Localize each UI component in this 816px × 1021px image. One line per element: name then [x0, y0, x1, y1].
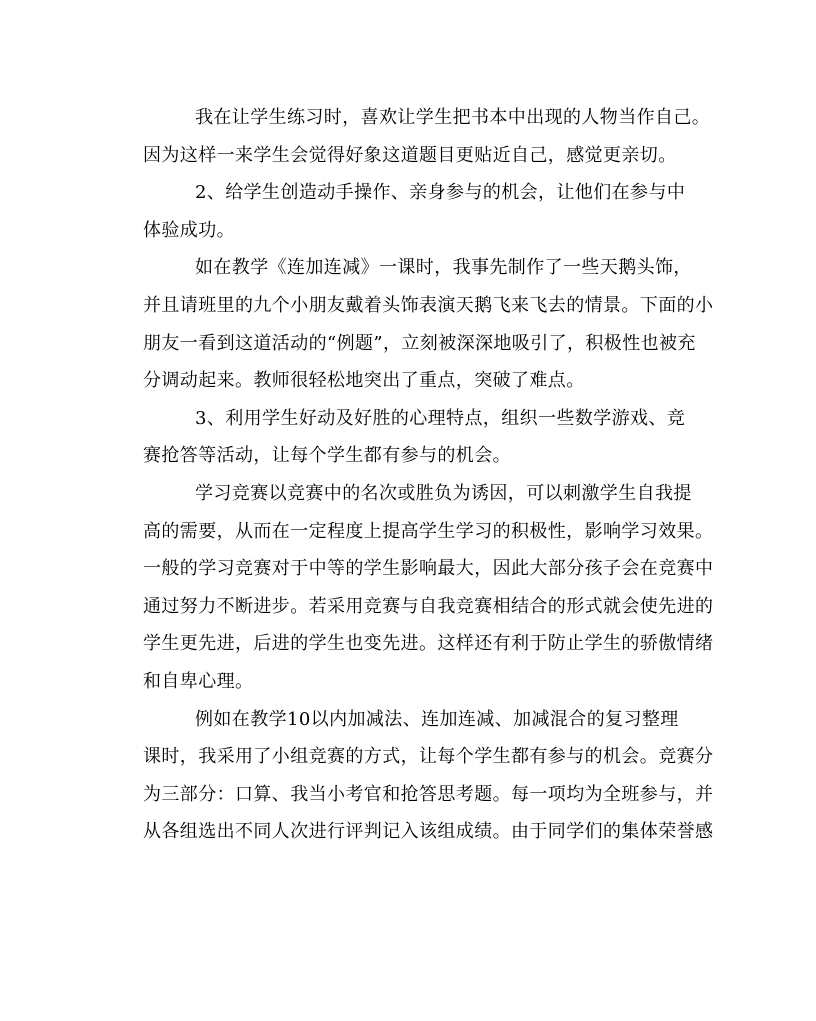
text-line: 为三部分：口算、我当小考官和抢答思考题。每一项均为全班参与，并	[143, 783, 714, 805]
text-line: 3、利用学生好动及好胜的心理特点，组织一些数学游戏、竞	[195, 407, 686, 429]
text-line: 学生更先进，后进的学生也变先进。这样还有利于防止学生的骄傲情绪	[143, 633, 714, 655]
document-body	[143, 99, 714, 851]
paragraph-2	[143, 174, 686, 249]
text-line: 从各组选出不同人次进行评判记入该组成绩。由于同学们的集体荣誉感	[143, 821, 714, 843]
paragraph-4	[143, 400, 686, 475]
text-line: 因为这样一来学生会觉得好象这道题目更贴近自己，感觉更亲切。	[143, 144, 677, 166]
text-line: 分调动起来。教师很轻松地突出了重点，突破了难点。	[143, 370, 585, 392]
text-line: 我在让学生练习时，喜欢让学生把书本中出现的人物当作自己。	[195, 107, 711, 128]
text-line: 学习竞赛以竞赛中的名次或胜负为诱因，可以刺激学生自我提	[195, 482, 692, 504]
paragraph-1	[143, 99, 711, 174]
text-line: 如在教学《连加连减》一课时，我事先制作了一些天鹅头饰，	[195, 257, 692, 279]
text-line: 通过努力不断进步。若采用竞赛与自我竞赛相结合的形式就会使先进的	[143, 595, 714, 617]
text-line: 体验成功。	[143, 219, 235, 241]
paragraph-5	[143, 475, 714, 701]
text-line: 和自卑心理。	[143, 670, 254, 692]
paragraph-6	[143, 701, 714, 851]
text-line: 朋友一看到这道活动的“例题”，立刻被深深地吸引了，积极性也被充	[143, 332, 696, 354]
text-line: 例如在教学10以内加减法、连加连减、加减混合的复习整理	[195, 708, 679, 730]
text-line: 课时，我采用了小组竞赛的方式，让每个学生都有参与的机会。竞赛分	[143, 746, 714, 768]
text-line: 2、给学生创造动手操作、亲身参与的机会，让他们在参与中	[195, 182, 686, 204]
text-line: 并且请班里的九个小朋友戴着头饰表演天鹅飞来飞去的情景。下面的小	[143, 294, 714, 316]
text-line: 高的需要，从而在一定程度上提高学生学习的积极性，影响学习效果。	[143, 520, 714, 542]
text-line: 赛抢答等活动，让每个学生都有参与的机会。	[143, 445, 511, 467]
paragraph-3	[143, 249, 714, 399]
text-line: 一般的学习竞赛对于中等的学生影响最大，因此大部分孩子会在竞赛中	[143, 558, 714, 580]
